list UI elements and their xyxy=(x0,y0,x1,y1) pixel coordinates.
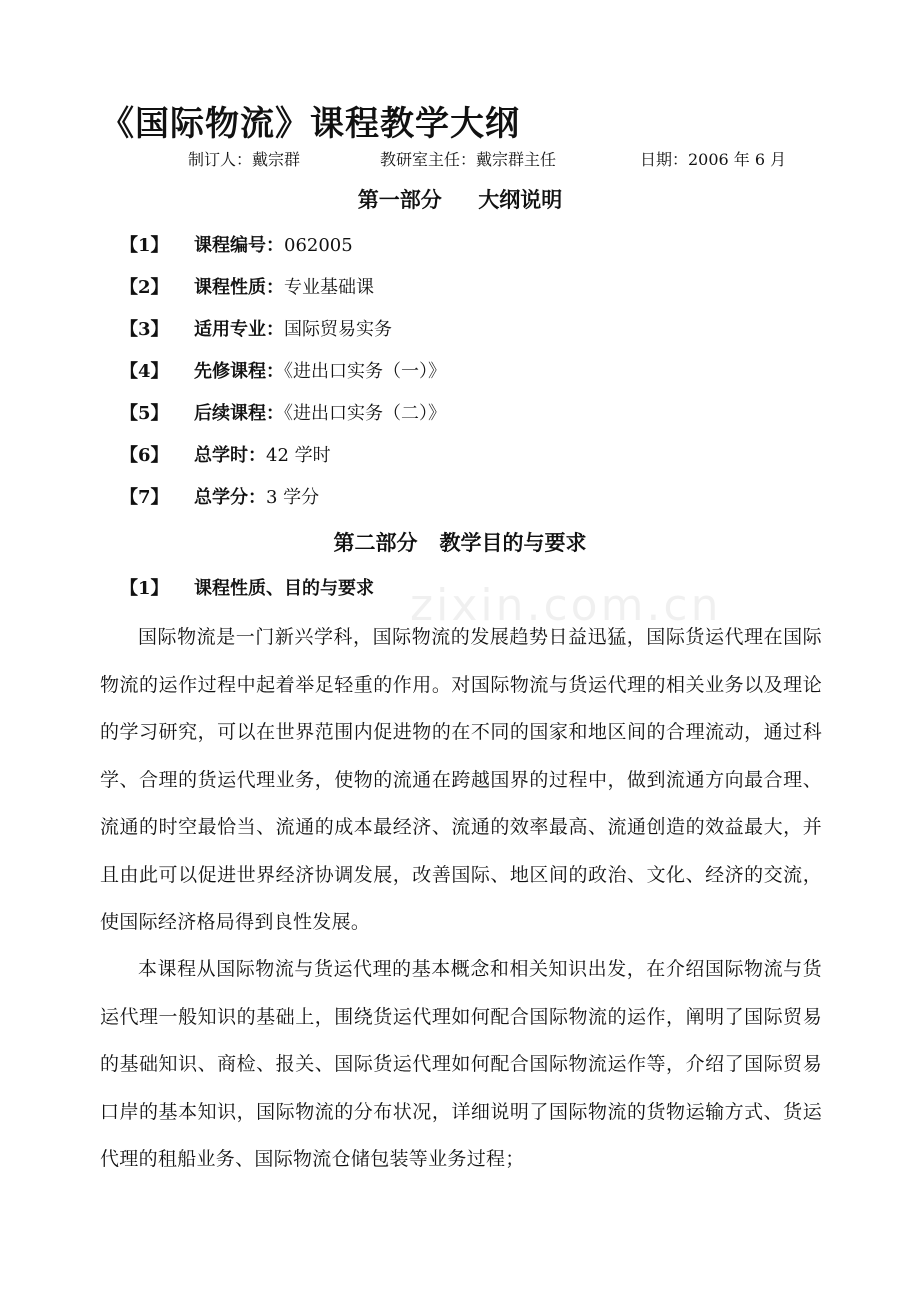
outline-item xyxy=(120,357,446,383)
item-value: 《进出口实务（二）》 xyxy=(284,403,446,424)
item-number: 【6】 xyxy=(120,445,169,466)
outline-item xyxy=(120,399,446,425)
item-value: 《进出口实务（一）》 xyxy=(284,361,446,382)
item-value: 专业基础课 xyxy=(284,277,374,298)
body-paragraph: 本课程从国际物流与货运代理的基本概念和相关知识出发，在介绍国际物流与货运代理一般知识的基础上，围绕货运代理如何配合国际物流的运作，阐明了国际贸易的基础知识、商检、报关、国际货运代理如何配合国际物流运作等，介绍了国际贸易口岸的基本知识，国际物流的分布状况，详细说明了国际物流的货物运输方式、货运代理的租船业务、国际物流仓储包装等业务过程； xyxy=(100,958,822,1170)
date-line: 日期：2006 年 6 月 xyxy=(640,150,787,169)
item-key: 后续课程： xyxy=(194,403,284,424)
item-key: 课程性质： xyxy=(194,277,284,298)
item-number: 【3】 xyxy=(120,319,169,340)
item-number: 【2】 xyxy=(120,277,169,298)
item-value: 国际贸易实务 xyxy=(284,319,392,340)
item-value: 062005 xyxy=(284,235,353,256)
item-number: 【4】 xyxy=(120,361,169,382)
item-number: 【1】 xyxy=(120,235,169,256)
outline-item xyxy=(120,273,374,299)
item-number: 【7】 xyxy=(120,487,169,508)
reviser-line: 制订人：戴宗群 xyxy=(188,150,301,169)
item-key: 课程编号： xyxy=(194,235,284,256)
document-title: 《国际物流》课程教学大纲 xyxy=(100,104,520,144)
body-paragraph: 国际物流是一门新兴学科，国际物流的发展趋势日益迅猛，国际货运代理在国际物流的运作过程中起着举足轻重的作用。对国际物流与货运代理的相关业务以及理论的学习研究，可以在世界范围内促进物的在不同的国家和地区间的合理流动，通过科学、合理的货运代理业务，使物的流通在跨越国界的过程中，做到流通方向最合理、流通的时空最恰当、流通的成本最经济、流通的效率最高、流通创造的效益最大，并且由此可以促进世界经济协调发展，改善国际、地区间的政治、文化、经济的交流，使国际经济格局得到良性发展。 xyxy=(100,626,822,933)
outline-item xyxy=(120,315,392,341)
subheading-number: 【1】 xyxy=(120,578,169,599)
office-head-line: 教研室主任：戴宗群主任 xyxy=(380,150,557,169)
item-number: 【5】 xyxy=(120,403,169,424)
item-value: 42 学时 xyxy=(266,445,331,466)
outline-item xyxy=(120,441,331,467)
item-key: 总学分： xyxy=(194,487,266,508)
watermark: zixin.com.cn xyxy=(410,580,722,631)
part2-subheading xyxy=(120,574,374,600)
part2-heading: 第二部分 教学目的与要求 xyxy=(333,531,587,555)
item-key: 适用专业： xyxy=(194,319,284,340)
outline-item xyxy=(120,231,353,257)
outline-item xyxy=(120,483,319,509)
part1-heading: 第一部分 大纲说明 xyxy=(357,188,563,212)
item-key: 总学时： xyxy=(194,445,266,466)
item-value: 3 学分 xyxy=(266,487,320,508)
subheading-title: 课程性质、目的与要求 xyxy=(194,578,374,599)
item-key: 先修课程： xyxy=(194,361,284,382)
